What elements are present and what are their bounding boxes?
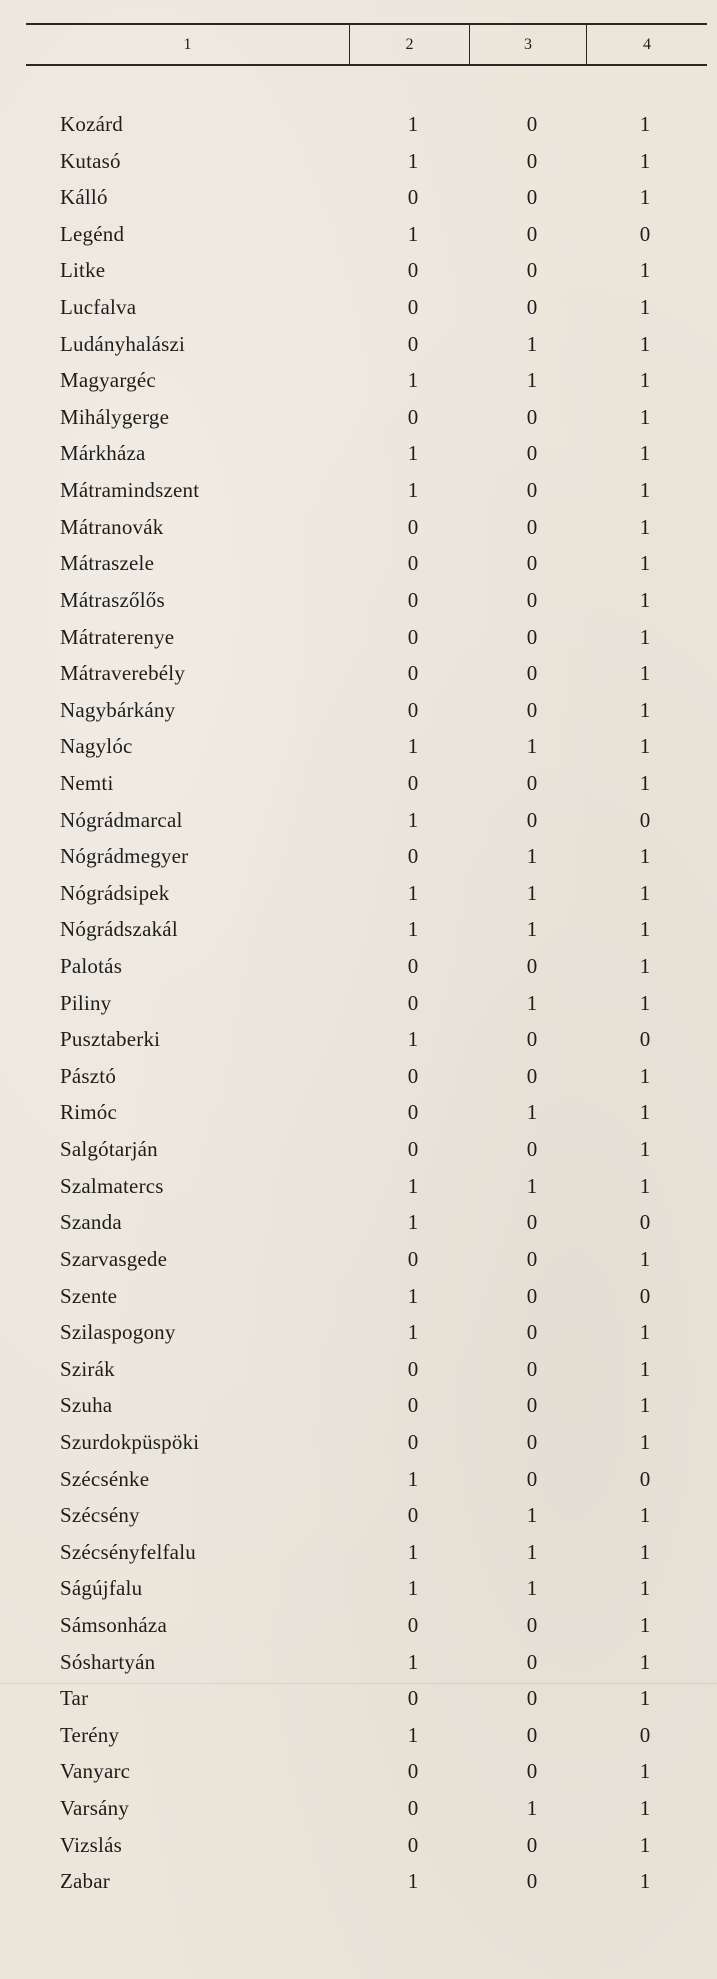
table-row xyxy=(0,106,717,143)
value-col-3: 0 xyxy=(526,1320,538,1345)
value-col-3: 1 xyxy=(526,331,538,356)
value-col-2: 1 xyxy=(407,1466,419,1491)
settlement-name: Szécsényfelfalu xyxy=(60,1539,196,1564)
value-col-3: 0 xyxy=(526,551,538,576)
value-col-2: 0 xyxy=(407,661,419,686)
value-col-3: 0 xyxy=(526,404,538,429)
value-col-3: 0 xyxy=(526,1649,538,1674)
settlement-name: Varsány xyxy=(60,1796,130,1821)
value-col-2: 0 xyxy=(407,295,419,320)
header-col-1: 1 xyxy=(183,35,192,53)
table-row xyxy=(0,985,717,1022)
value-col-3: 0 xyxy=(526,441,538,466)
settlement-name: Kozárd xyxy=(60,112,124,136)
settlement-name: Nógrádszakál xyxy=(60,917,178,942)
value-col-3: 0 xyxy=(526,1466,538,1491)
value-col-2: 1 xyxy=(407,441,419,466)
settlement-name: Márkháza xyxy=(60,441,146,466)
settlement-name: Ságújfalu xyxy=(60,1576,143,1601)
value-col-2: 0 xyxy=(407,624,419,649)
table-row xyxy=(0,1424,717,1461)
settlement-name: Nagybárkány xyxy=(60,697,176,722)
value-col-4: 1 xyxy=(639,148,651,173)
value-col-3: 0 xyxy=(526,1063,538,1088)
table-row xyxy=(0,655,717,692)
settlement-name: Mátraszőlős xyxy=(60,587,165,612)
table-row xyxy=(0,1863,717,1900)
value-col-4: 1 xyxy=(639,1869,651,1894)
value-col-4: 1 xyxy=(639,917,651,942)
value-col-3: 0 xyxy=(526,478,538,503)
settlement-name: Sámsonháza xyxy=(60,1612,167,1637)
settlement-name: Ludányhalászi xyxy=(60,331,186,356)
value-col-4: 1 xyxy=(639,1137,651,1162)
value-col-3: 1 xyxy=(526,1100,538,1125)
value-col-4: 1 xyxy=(639,880,651,905)
value-col-4: 1 xyxy=(639,1576,651,1601)
value-col-2: 1 xyxy=(407,148,419,173)
value-col-3: 0 xyxy=(526,1393,538,1418)
value-col-4: 1 xyxy=(639,1503,651,1528)
value-col-3: 1 xyxy=(526,368,538,393)
value-col-4: 1 xyxy=(639,697,651,722)
table-row xyxy=(0,1534,717,1571)
value-col-2: 1 xyxy=(407,734,419,759)
settlement-name: Mátraszele xyxy=(60,551,155,576)
settlement-name: Magyargéc xyxy=(60,368,156,393)
value-col-3: 1 xyxy=(526,1503,538,1528)
table-row xyxy=(0,619,717,656)
table-body xyxy=(0,106,717,1900)
settlement-name: Salgótarján xyxy=(60,1137,158,1162)
settlement-name: Tar xyxy=(60,1686,89,1711)
table-row xyxy=(0,1644,717,1681)
value-col-4: 1 xyxy=(639,990,651,1015)
value-col-4: 1 xyxy=(639,1832,651,1857)
settlement-name: Szécsény xyxy=(60,1503,140,1528)
value-col-2: 0 xyxy=(407,1137,419,1162)
value-col-2: 1 xyxy=(407,807,419,832)
settlement-name: Litke xyxy=(60,258,106,283)
table-row xyxy=(0,1387,717,1424)
value-col-3: 1 xyxy=(526,1539,538,1564)
table-row xyxy=(0,1314,717,1351)
value-col-3: 0 xyxy=(526,1429,538,1454)
settlement-name: Mátraverebély xyxy=(60,661,186,686)
value-col-4: 1 xyxy=(639,295,651,320)
table-header xyxy=(26,23,707,66)
settlement-name: Rimóc xyxy=(60,1100,117,1125)
value-col-2: 0 xyxy=(407,954,419,979)
header-col-4: 4 xyxy=(586,25,707,64)
value-col-3: 0 xyxy=(526,258,538,283)
settlement-name: Kutasó xyxy=(60,148,121,173)
value-col-3: 0 xyxy=(526,514,538,539)
settlement-name: Zabar xyxy=(60,1869,110,1894)
settlement-name: Nógrádmarcal xyxy=(60,807,183,832)
settlement-name: Mátramindszent xyxy=(60,478,200,503)
value-col-4: 0 xyxy=(639,221,651,246)
value-col-2: 1 xyxy=(407,1027,419,1052)
value-col-2: 1 xyxy=(407,1320,419,1345)
settlement-name: Szente xyxy=(60,1283,118,1308)
table-row xyxy=(0,765,717,802)
value-col-2: 1 xyxy=(407,221,419,246)
table-row xyxy=(0,1607,717,1644)
value-col-2: 0 xyxy=(407,1686,419,1711)
table-row xyxy=(0,582,717,619)
settlement-name: Piliny xyxy=(60,990,112,1015)
value-col-4: 1 xyxy=(639,1612,651,1637)
value-col-3: 1 xyxy=(526,880,538,905)
value-col-4: 1 xyxy=(639,734,651,759)
value-col-2: 0 xyxy=(407,1759,419,1784)
value-col-3: 0 xyxy=(526,1027,538,1052)
value-col-2: 1 xyxy=(407,880,419,905)
value-col-4: 1 xyxy=(639,770,651,795)
value-col-3: 1 xyxy=(526,1173,538,1198)
header-col-3: 3 xyxy=(469,25,586,64)
value-col-4: 0 xyxy=(639,1027,651,1052)
table-row xyxy=(0,289,717,326)
value-col-4: 1 xyxy=(639,1759,651,1784)
table-row xyxy=(0,1094,717,1131)
settlement-name: Szirák xyxy=(60,1356,115,1381)
value-col-3: 0 xyxy=(526,112,538,136)
settlement-name: Vanyarc xyxy=(60,1759,131,1784)
value-col-4: 1 xyxy=(639,404,651,429)
table-row xyxy=(0,143,717,180)
value-col-4: 1 xyxy=(639,1686,651,1711)
value-col-2: 0 xyxy=(407,1100,419,1125)
table-row xyxy=(0,692,717,729)
value-col-2: 0 xyxy=(407,1796,419,1821)
settlement-name: Nógrádsipek xyxy=(60,880,170,905)
table-row xyxy=(0,509,717,546)
settlement-name: Szanda xyxy=(60,1210,122,1235)
value-col-4: 1 xyxy=(639,368,651,393)
table-row xyxy=(0,1021,717,1058)
value-col-4: 1 xyxy=(639,624,651,649)
value-col-3: 0 xyxy=(526,148,538,173)
table-row xyxy=(0,1351,717,1388)
value-col-4: 1 xyxy=(639,844,651,869)
table-row xyxy=(0,911,717,948)
settlement-name: Mátraterenye xyxy=(60,624,175,649)
settlement-name: Vizslás xyxy=(60,1832,122,1857)
table-row xyxy=(0,472,717,509)
value-col-4: 1 xyxy=(639,1429,651,1454)
table-row xyxy=(0,1753,717,1790)
settlement-name: Mihálygerge xyxy=(60,404,170,429)
value-col-3: 0 xyxy=(526,1246,538,1271)
settlement-name: Szécsénke xyxy=(60,1466,150,1491)
value-col-3: 0 xyxy=(526,770,538,795)
value-col-4: 1 xyxy=(639,1173,651,1198)
value-col-4: 0 xyxy=(639,1283,651,1308)
settlement-name: Szilaspogony xyxy=(60,1320,176,1345)
value-col-4: 1 xyxy=(639,112,651,136)
value-col-2: 1 xyxy=(407,917,419,942)
table-row xyxy=(0,728,717,765)
settlement-name: Lucfalva xyxy=(60,295,137,320)
value-col-4: 1 xyxy=(639,1063,651,1088)
value-col-4: 1 xyxy=(639,1393,651,1418)
value-col-4: 1 xyxy=(639,954,651,979)
table-row xyxy=(0,1241,717,1278)
value-col-4: 1 xyxy=(639,1246,651,1271)
settlement-name: Nógrádmegyer xyxy=(60,844,189,869)
value-col-3: 0 xyxy=(526,1722,538,1747)
settlement-name: Pusztaberki xyxy=(60,1027,161,1052)
value-col-3: 1 xyxy=(526,990,538,1015)
value-col-2: 0 xyxy=(407,1356,419,1381)
value-col-3: 1 xyxy=(526,1796,538,1821)
value-col-2: 1 xyxy=(407,368,419,393)
value-col-2: 1 xyxy=(407,1283,419,1308)
settlement-name: Szurdokpüspöki xyxy=(60,1429,200,1454)
value-col-4: 0 xyxy=(639,1210,651,1235)
value-col-4: 1 xyxy=(639,1539,651,1564)
value-col-2: 0 xyxy=(407,258,419,283)
value-col-3: 0 xyxy=(526,1210,538,1235)
value-col-2: 1 xyxy=(407,1173,419,1198)
value-col-2: 1 xyxy=(407,112,419,136)
value-col-2: 0 xyxy=(407,404,419,429)
value-col-2: 0 xyxy=(407,1612,419,1637)
value-col-3: 0 xyxy=(526,1759,538,1784)
value-col-3: 0 xyxy=(526,697,538,722)
value-col-3: 0 xyxy=(526,1612,538,1637)
header-col-2: 2 xyxy=(349,25,469,64)
table-row xyxy=(0,545,717,582)
table-row xyxy=(0,875,717,912)
value-col-3: 0 xyxy=(526,221,538,246)
value-col-2: 1 xyxy=(407,1539,419,1564)
value-col-3: 0 xyxy=(526,295,538,320)
value-col-3: 0 xyxy=(526,1137,538,1162)
settlement-name: Szarvasgede xyxy=(60,1246,168,1271)
settlement-name: Sóshartyán xyxy=(60,1649,156,1674)
table-row xyxy=(0,802,717,839)
table-row xyxy=(0,435,717,472)
value-col-2: 0 xyxy=(407,587,419,612)
value-col-4: 1 xyxy=(639,258,651,283)
value-col-3: 0 xyxy=(526,1356,538,1381)
value-col-3: 0 xyxy=(526,185,538,210)
settlement-name: Kálló xyxy=(60,185,108,210)
table-row xyxy=(0,326,717,363)
value-col-3: 0 xyxy=(526,661,538,686)
value-col-3: 0 xyxy=(526,624,538,649)
value-col-4: 1 xyxy=(639,1320,651,1345)
settlement-name: Szalmatercs xyxy=(60,1173,164,1198)
value-col-2: 0 xyxy=(407,185,419,210)
value-col-2: 0 xyxy=(407,770,419,795)
table-row xyxy=(0,1204,717,1241)
table-row xyxy=(0,1461,717,1498)
value-col-2: 1 xyxy=(407,1869,419,1894)
table-row xyxy=(0,252,717,289)
settlement-name: Legénd xyxy=(60,221,125,246)
table-row xyxy=(0,362,717,399)
value-col-2: 1 xyxy=(407,1722,419,1747)
value-col-3: 1 xyxy=(526,734,538,759)
table-row xyxy=(0,1497,717,1534)
value-col-4: 1 xyxy=(639,478,651,503)
table-row xyxy=(0,1570,717,1607)
value-col-3: 0 xyxy=(526,807,538,832)
value-col-2: 0 xyxy=(407,844,419,869)
value-col-4: 0 xyxy=(639,1466,651,1491)
value-col-2: 0 xyxy=(407,551,419,576)
value-col-2: 0 xyxy=(407,1393,419,1418)
value-col-2: 0 xyxy=(407,1246,419,1271)
value-col-2: 0 xyxy=(407,514,419,539)
value-col-2: 0 xyxy=(407,331,419,356)
table-row xyxy=(0,1058,717,1095)
value-col-3: 1 xyxy=(526,844,538,869)
table-row xyxy=(0,948,717,985)
value-col-2: 1 xyxy=(407,1210,419,1235)
value-col-4: 0 xyxy=(639,1722,651,1747)
value-col-4: 0 xyxy=(639,807,651,832)
table-row xyxy=(0,1131,717,1168)
value-col-4: 1 xyxy=(639,185,651,210)
settlement-name: Szuha xyxy=(60,1393,113,1418)
value-col-3: 0 xyxy=(526,1686,538,1711)
table-row xyxy=(0,1827,717,1864)
table-row xyxy=(0,179,717,216)
value-col-4: 1 xyxy=(639,1100,651,1125)
value-col-2: 1 xyxy=(407,478,419,503)
table-row xyxy=(0,1790,717,1827)
value-col-2: 0 xyxy=(407,990,419,1015)
value-col-3: 1 xyxy=(526,917,538,942)
value-col-2: 0 xyxy=(407,1063,419,1088)
value-col-4: 1 xyxy=(639,587,651,612)
table-row xyxy=(0,1717,717,1754)
value-col-4: 1 xyxy=(639,1356,651,1381)
value-col-4: 1 xyxy=(639,441,651,466)
value-col-2: 1 xyxy=(407,1649,419,1674)
settlement-name: Terény xyxy=(60,1722,120,1747)
value-col-3: 1 xyxy=(526,1576,538,1601)
table-row xyxy=(0,399,717,436)
settlement-name: Nagylóc xyxy=(60,734,133,759)
settlement-name: Nemti xyxy=(60,770,114,795)
value-col-4: 1 xyxy=(639,551,651,576)
value-col-2: 0 xyxy=(407,1503,419,1528)
value-col-3: 0 xyxy=(526,1869,538,1894)
table-row xyxy=(0,1278,717,1315)
settlement-name: Mátranovák xyxy=(60,514,164,539)
value-col-4: 1 xyxy=(639,1796,651,1821)
table-row xyxy=(0,216,717,253)
table-row xyxy=(0,1168,717,1205)
value-col-3: 0 xyxy=(526,954,538,979)
value-col-2: 0 xyxy=(407,697,419,722)
value-col-4: 1 xyxy=(639,514,651,539)
settlement-name: Pásztó xyxy=(60,1063,117,1088)
value-col-4: 1 xyxy=(639,331,651,356)
settlement-name: Palotás xyxy=(60,954,123,979)
value-col-3: 0 xyxy=(526,1832,538,1857)
value-col-2: 1 xyxy=(407,1576,419,1601)
value-col-3: 0 xyxy=(526,1283,538,1308)
table-row xyxy=(0,838,717,875)
value-col-2: 0 xyxy=(407,1832,419,1857)
value-col-3: 0 xyxy=(526,587,538,612)
value-col-2: 0 xyxy=(407,1429,419,1454)
value-col-4: 1 xyxy=(639,661,651,686)
table-row xyxy=(0,1680,717,1717)
value-col-4: 1 xyxy=(639,1649,651,1674)
